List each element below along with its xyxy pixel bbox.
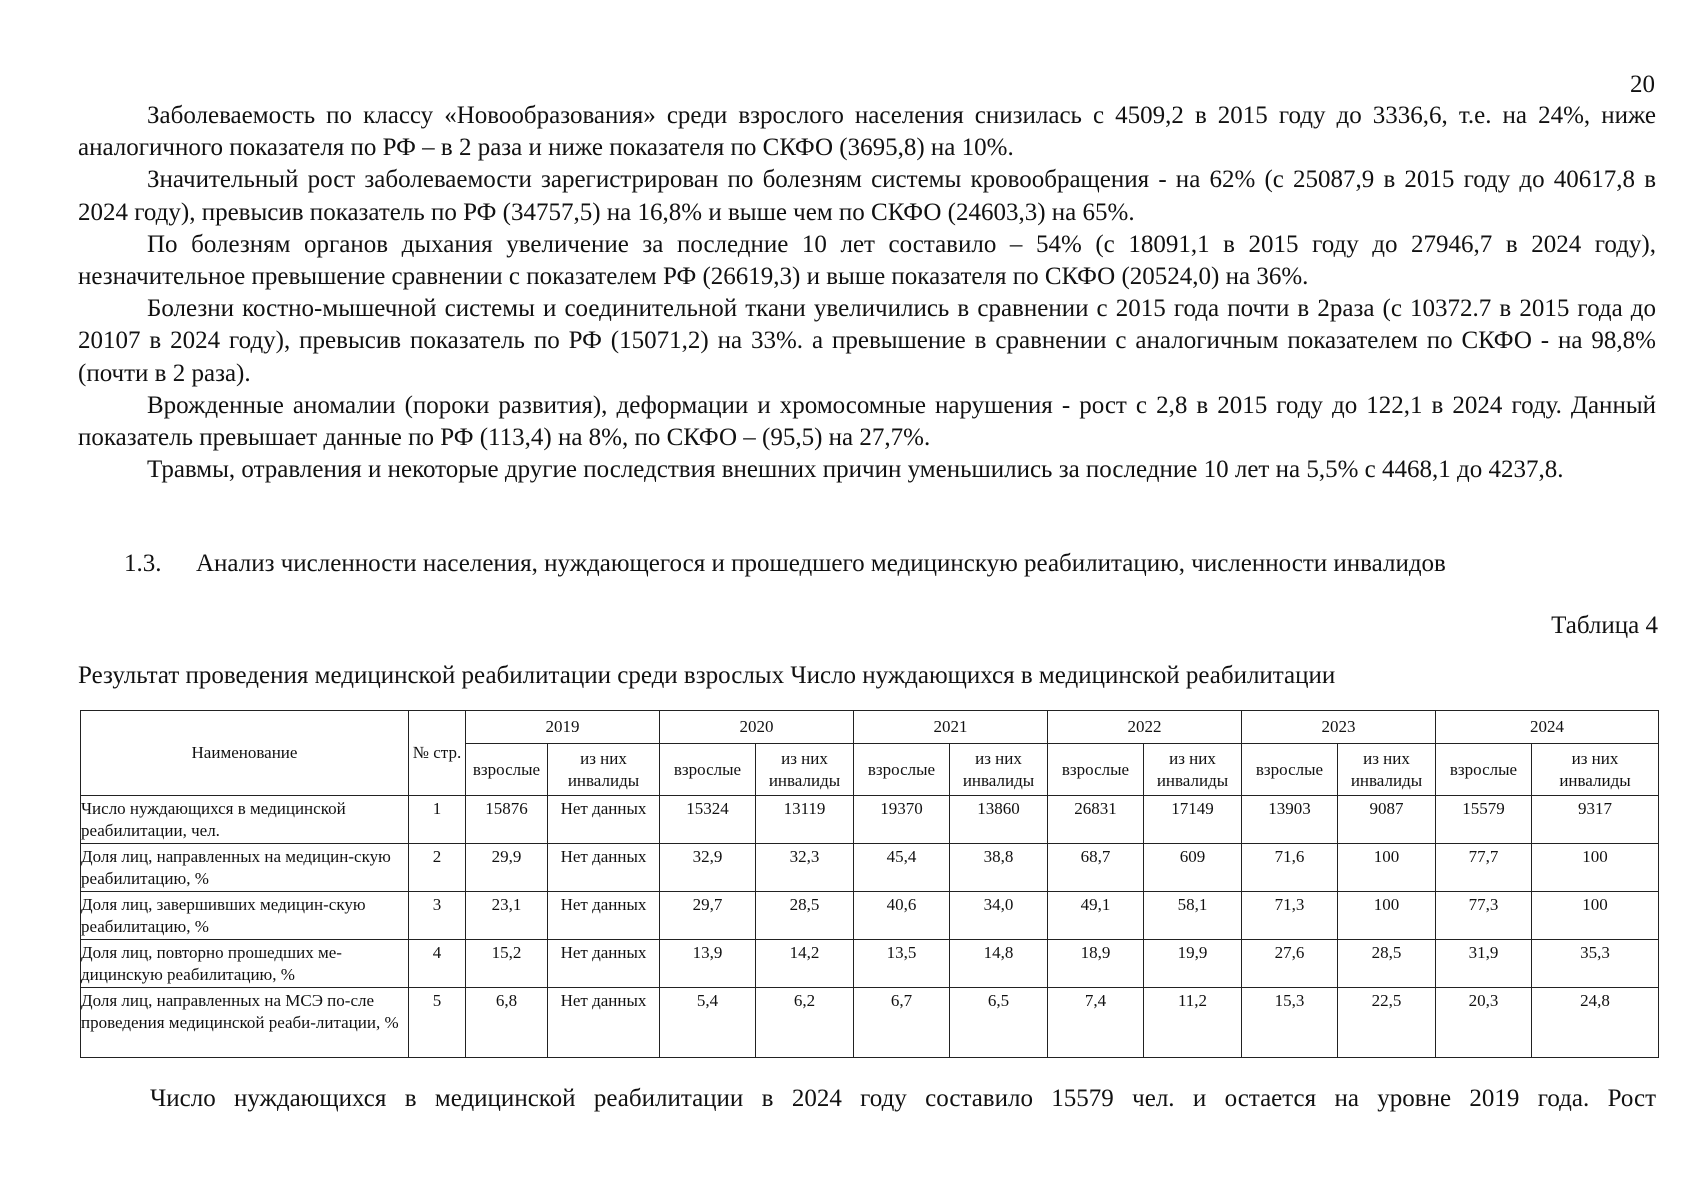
cell-value: 19370 bbox=[854, 796, 950, 844]
paragraph-injuries: Травмы, отравления и некоторые другие последствия внешних причин уменьшились за последние 10 лет на 5,5% с 4468,1 до 4237,8. bbox=[147, 456, 1564, 484]
cell-value: 6,8 bbox=[466, 988, 548, 1058]
cell-value: 28,5 bbox=[756, 892, 854, 940]
row-name: Доля лиц, повторно прошедших ме-дицинскую реабилитацию, % bbox=[81, 940, 409, 988]
cell-value: 6,2 bbox=[756, 988, 854, 1058]
header-year: 2021 bbox=[854, 711, 1048, 744]
cell-value: 100 bbox=[1338, 892, 1436, 940]
cell-value: 68,7 bbox=[1048, 844, 1144, 892]
header-adults: взрослые bbox=[466, 744, 548, 796]
page-number: 20 bbox=[1630, 71, 1655, 98]
cell-value: 15,2 bbox=[466, 940, 548, 988]
cell-value: 71,6 bbox=[1242, 844, 1338, 892]
cell-value: Нет данных bbox=[548, 796, 660, 844]
header-adults: взрослые bbox=[1242, 744, 1338, 796]
cell-value: 15579 bbox=[1436, 796, 1532, 844]
paragraph-bottom: Число нуждающихся в медицинской реабилитации в 2024 году составило 15579 чел. и остается на уровне 2019 года. Рост bbox=[150, 1085, 1656, 1112]
row-name: Доля лиц, направленных на медицин-скую реабилитацию, % bbox=[81, 844, 409, 892]
cell-value: 13903 bbox=[1242, 796, 1338, 844]
paragraph-neoplasms: Заболеваемость по классу «Новообразования» среди взрослого населения снизилась с 4509,2 в 2015 году до 3336,6, т.е. на 24%, ниже аналогичного показателя по РФ – в 2 раза и ниже показателя по СКФО (3695,8) на 10%. bbox=[78, 102, 1656, 162]
table-row bbox=[81, 844, 1659, 892]
cell-value: 27,6 bbox=[1242, 940, 1338, 988]
header-adults: взрослые bbox=[1048, 744, 1144, 796]
cell-value: 35,3 bbox=[1532, 940, 1659, 988]
cell-value: 6,5 bbox=[950, 988, 1048, 1058]
header-adults: взрослые bbox=[1436, 744, 1532, 796]
cell-value: 100 bbox=[1338, 844, 1436, 892]
cell-value: 45,4 bbox=[854, 844, 950, 892]
cell-value: 49,1 bbox=[1048, 892, 1144, 940]
row-name: Доля лиц, направленных на МСЭ по-сле проведения медицинской реаби-литации, % bbox=[81, 988, 409, 1058]
cell-value: 20,3 bbox=[1436, 988, 1532, 1058]
header-disabled: из них инвалиды bbox=[950, 744, 1048, 796]
header-disabled: из них инвалиды bbox=[756, 744, 854, 796]
paragraph-musculoskeletal: Болезни костно-мышечной системы и соединительной ткани увеличились в сравнении с 2015 года почти в 2раза (с 10372.7 в 2015 года до 20107 в 2024 году), превысив показатель по РФ (15071,2) на 33%. а превышение в сравнении с аналогичным показателем по СКФО - на 98,8% (почти в 2 раза). bbox=[78, 295, 1656, 387]
cell-value: 77,7 bbox=[1436, 844, 1532, 892]
cell-value: 40,6 bbox=[854, 892, 950, 940]
cell-value: Нет данных bbox=[548, 988, 660, 1058]
row-number: 4 bbox=[409, 940, 466, 988]
cell-value: 7,4 bbox=[1048, 988, 1144, 1058]
cell-value: 6,7 bbox=[854, 988, 950, 1058]
cell-value: 14,2 bbox=[756, 940, 854, 988]
cell-value: 9317 bbox=[1532, 796, 1659, 844]
cell-value: 26831 bbox=[1048, 796, 1144, 844]
cell-value: 77,3 bbox=[1436, 892, 1532, 940]
cell-value: 29,9 bbox=[466, 844, 548, 892]
cell-value: 609 bbox=[1144, 844, 1242, 892]
header-year: 2020 bbox=[660, 711, 854, 744]
header-adults: взрослые bbox=[660, 744, 756, 796]
cell-value: 13119 bbox=[756, 796, 854, 844]
header-year: 2019 bbox=[466, 711, 660, 744]
cell-value: 11,2 bbox=[1144, 988, 1242, 1058]
cell-value: 23,1 bbox=[466, 892, 548, 940]
cell-value: Нет данных bbox=[548, 940, 660, 988]
cell-value: 32,3 bbox=[756, 844, 854, 892]
row-name: Число нуждающихся в медицинской реабилитации, чел. bbox=[81, 796, 409, 844]
cell-value: 100 bbox=[1532, 844, 1659, 892]
cell-value: 71,3 bbox=[1242, 892, 1338, 940]
header-disabled: из них инвалиды bbox=[548, 744, 660, 796]
cell-value: 31,9 bbox=[1436, 940, 1532, 988]
header-disabled: из них инвалиды bbox=[1338, 744, 1436, 796]
table-caption: Результат проведения медицинской реабилитации среди взрослых Число нуждающихся в медицинской реабилитации bbox=[78, 662, 1336, 689]
cell-value: 22,5 bbox=[1338, 988, 1436, 1058]
cell-value: 32,9 bbox=[660, 844, 756, 892]
header-year: 2024 bbox=[1436, 711, 1659, 744]
cell-value: 13,5 bbox=[854, 940, 950, 988]
cell-value: 14,8 bbox=[950, 940, 1048, 988]
cell-value: 28,5 bbox=[1338, 940, 1436, 988]
cell-value: Нет данных bbox=[548, 844, 660, 892]
cell-value: 15,3 bbox=[1242, 988, 1338, 1058]
row-number: 3 bbox=[409, 892, 466, 940]
table-row bbox=[81, 796, 1659, 844]
cell-value: 9087 bbox=[1338, 796, 1436, 844]
row-number: 5 bbox=[409, 988, 466, 1058]
cell-value: 24,8 bbox=[1532, 988, 1659, 1058]
row-number: 1 bbox=[409, 796, 466, 844]
cell-value: 58,1 bbox=[1144, 892, 1242, 940]
header-adults: взрослые bbox=[854, 744, 950, 796]
paragraph-congenital: Врожденные аномалии (пороки развития), деформации и хромосомные нарушения - рост с 2,8 в 2015 году до 122,1 в 2024 году. Данный показатель превышает данные по РФ (113,4) на 8%, по СКФО – (95,5) на 27,7%. bbox=[78, 391, 1656, 452]
table-row bbox=[81, 988, 1659, 1058]
header-year: 2023 bbox=[1242, 711, 1436, 744]
cell-value: 29,7 bbox=[660, 892, 756, 940]
paragraph-circulatory: Значительный рост заболеваемости зарегистрирован по болезням системы кровообращения - на 62% (с 25087,9 в 2015 году до 40617,8 в 2024 году), превысив показатель по РФ (34757,5) на 16,8% и выше чем по СКФО (24603,3) на 65%. bbox=[78, 166, 1656, 226]
cell-value: 18,9 bbox=[1048, 940, 1144, 988]
cell-value: 19,9 bbox=[1144, 940, 1242, 988]
cell-value: 13860 bbox=[950, 796, 1048, 844]
header-disabled: из них инвалиды bbox=[1144, 744, 1242, 796]
cell-value: 17149 bbox=[1144, 796, 1242, 844]
body-text bbox=[78, 100, 1656, 486]
cell-value: Нет данных bbox=[548, 892, 660, 940]
cell-value: 15324 bbox=[660, 796, 756, 844]
cell-value: 13,9 bbox=[660, 940, 756, 988]
cell-value: 5,4 bbox=[660, 988, 756, 1058]
table-label: Таблица 4 bbox=[1551, 612, 1658, 639]
header-year: 2022 bbox=[1048, 711, 1242, 744]
header-name: Наименование bbox=[81, 711, 409, 796]
table-row bbox=[81, 940, 1659, 988]
row-name: Доля лиц, завершивших медицин-скую реабилитацию, % bbox=[81, 892, 409, 940]
rehabilitation-table bbox=[80, 710, 1659, 1058]
cell-value: 100 bbox=[1532, 892, 1659, 940]
row-number: 2 bbox=[409, 844, 466, 892]
section-title: Анализ численности населения, нуждающегося и прошедшего медицинскую реабилитацию, численности инвалидов bbox=[196, 550, 1446, 577]
paragraph-respiratory: По болезням органов дыхания увеличение за последние 10 лет составило – 54% (с 18091,1 в 2015 году до 27946,7 в 2024 году), незначительное превышение сравнении с показателем РФ (26619,3) и выше показателя по СКФО (20524,0) на 36%. bbox=[78, 230, 1656, 291]
cell-value: 34,0 bbox=[950, 892, 1048, 940]
section-number: 1.3. bbox=[124, 550, 162, 577]
table-row bbox=[81, 892, 1659, 940]
cell-value: 38,8 bbox=[950, 844, 1048, 892]
cell-value: 15876 bbox=[466, 796, 548, 844]
header-row-number: № стр. bbox=[409, 711, 466, 796]
header-disabled: из них инвалиды bbox=[1532, 744, 1659, 796]
section-heading bbox=[124, 548, 1664, 580]
